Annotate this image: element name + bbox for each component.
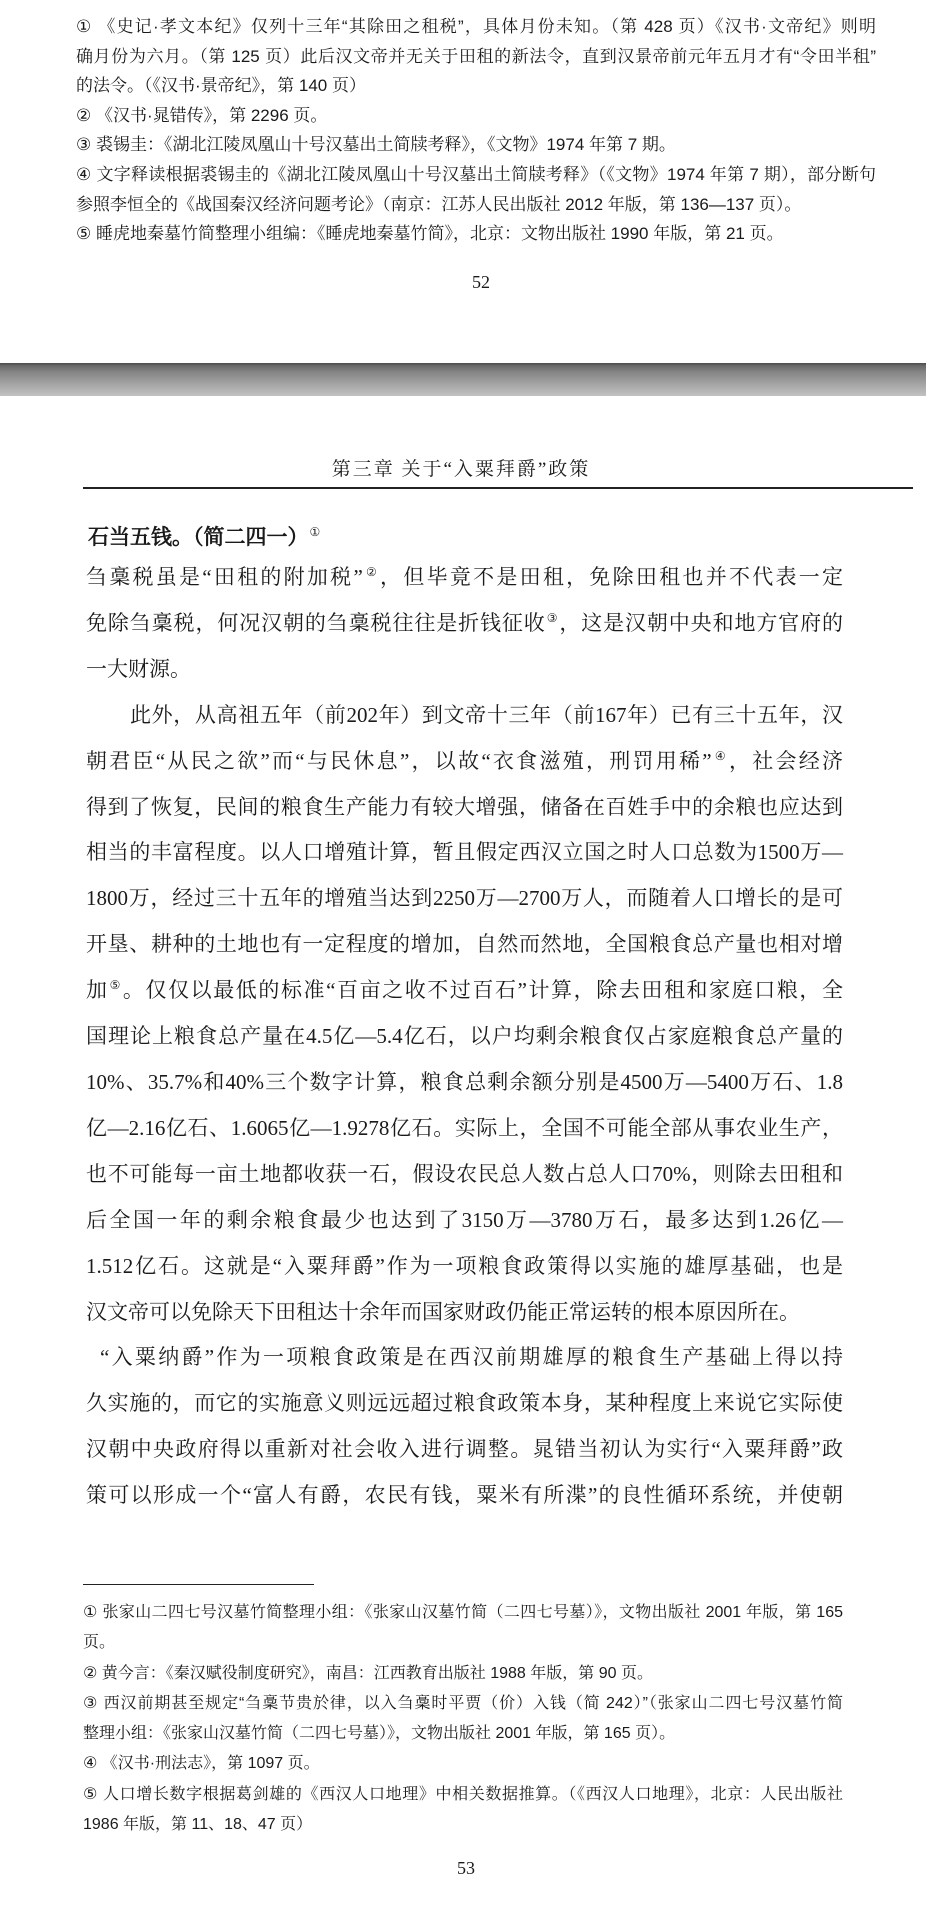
footnote-line: ⑤ 睡虎地秦墓竹简整理小组编：《睡虎地秦墓竹简》，北京：文物出版社 1990 年版，第 21 页。 — [76, 224, 784, 244]
body-line: 也不可能每一亩土地都收获一石，假设农民总人数占总人口70%，则除去田租和 — [86, 1161, 843, 1186]
footnote-rule — [83, 1584, 314, 1585]
body-line-text: ，但毕竟不是田租，免除田租也并不代表一定 — [380, 565, 843, 589]
body-line: 后全国一年的剩余粮食最少也达到了3150万—3780万石，最多达到1.26亿— — [86, 1207, 843, 1232]
footnote-ref: ② — [363, 565, 380, 580]
body-line-text: 加 — [86, 978, 109, 1003]
body-line: 10%、35.7%和40%三个数字计算，粮食总剩余额分别是4500万—5400万石、1.8 — [86, 1069, 843, 1094]
body-line — [86, 739, 843, 785]
body-line-text: 朝君臣“从民之欲”而“与民休息”，以故“衣食滋殖，刑罚用稀” — [86, 748, 712, 773]
body-line — [88, 522, 845, 552]
body-line: “入粟纳爵”作为一项粮食政策是在西汉前期雄厚的粮食生产基础上得以持 — [100, 1345, 843, 1370]
body-line: 此外，从高祖五年（前202年）到文帝十三年（前167年）已有三十五年，汉 — [130, 702, 843, 727]
body-line-text: 石当五钱。（简二四一） — [88, 525, 309, 549]
page-number: 52 — [472, 272, 490, 292]
footnote-line: 页。 — [83, 1634, 116, 1652]
body-line: 开垦、耕种的土地也有一定程度的增加，自然而然地，全国粮食总产量也相对增 — [86, 932, 843, 957]
body-line: 相当的丰富程度。以人口增殖计算，暂且假定西汉立国之时人口总数为1500万— — [86, 840, 843, 865]
footnote-line: 确月份为六月。（第 125 页）此后汉文帝并无关于田租的新法令，直到汉景帝前元年五月才有“令田半租” — [76, 46, 876, 66]
body-line: 得到了恢复，民间的粮食生产能力有较大增强，储备在百姓手中的余粮也应达到 — [86, 794, 843, 819]
page-52-footnotes — [76, 12, 876, 249]
footnote-line: 整理小组：《张家山汉墓竹简（二四七号墓）》，文物出版社 2001 年版，第 165 页）。 — [83, 1725, 676, 1743]
footnote-line: 参照李恒全的《战国秦汉经济问题考论》（南京：江苏人民出版社 2012 年版，第 136—137 页）。 — [76, 194, 802, 214]
footnote-line: ③ 西汉前期甚至规定“刍稾节贵於律，以入刍稾时平贾（价）入钱（简 242）”（张家山二四七号汉墓竹简 — [83, 1694, 843, 1712]
body-line — [86, 601, 843, 647]
body-line: 1800万，经过三十五年的增殖当达到2250万—2700万人，而随着人口增长的是可 — [86, 886, 843, 911]
body-line-text: ，社会经济 — [728, 748, 843, 773]
footnote-line: ① 张家山二四七号汉墓竹简整理小组：《张家山汉墓竹简（二四七号墓）》，文物出版社 2001 年版，第 165 — [83, 1604, 843, 1621]
footnote-ref: ⑤ — [109, 978, 122, 993]
footnote-ref: ④ — [712, 748, 728, 763]
running-head-rule — [83, 487, 913, 489]
page-53-footnotes — [83, 1598, 843, 1840]
footnote-line: ④ 《汉书·刑法志》，第 1097 页。 — [83, 1755, 320, 1773]
footnote-line: ④ 文字释读根据裘锡圭的《湖北江陵凤凰山十号汉墓出土简牍考释》（《文物》1974 年第 7 期），部分断句 — [76, 164, 876, 184]
footnote-line: ① 《史记·孝文本纪》仅列十三年“其除田之租税”，具体月份未知。（第 428 页）《汉书·文帝纪》则明 — [76, 17, 876, 36]
footnote-line: 的法令。（《汉书·景帝纪》，第 140 页） — [76, 76, 366, 96]
body-line-text: 刍稾税虽是“田租的附加税” — [86, 565, 363, 589]
body-line: 汉朝中央政府得以重新对社会收入进行调整。晁错当初认为实行“入粟拜爵”政 — [86, 1437, 843, 1462]
body-line-text: 。仅仅以最低的标准“百亩之收不过百石”计算，除去田租和家庭口粮，全 — [122, 978, 844, 1003]
page-number: 53 — [457, 1858, 475, 1878]
body-line: 国理论上粮食总产量在4.5亿—5.4亿石，以户均剩余粮食仅占家庭粮食总产量的 — [86, 1024, 843, 1049]
footnote-line: ⑤ 人口增长数字根据葛剑雄的《西汉人口地理》中相关数据推算。（《西汉人口地理》，北京：人民出版社 — [83, 1785, 843, 1803]
footnote-line: ② 黄今言：《秦汉赋役制度研究》，南昌：江西教育出版社 1988 年版，第 90 页。 — [83, 1664, 653, 1682]
page-separator-bar — [0, 363, 926, 396]
body-line: 一大财源。 — [86, 656, 191, 681]
body-line: 策可以形成一个“富人有爵，农民有钱，粟米有所渫”的良性循环系统，并使朝 — [86, 1483, 843, 1508]
running-head: 第三章 关于“入粟拜爵”政策 — [331, 459, 591, 480]
footnote-line: 1986 年版，第 11、18、47 页） — [83, 1816, 313, 1834]
body-text — [86, 555, 843, 1519]
body-line: 久实施的，而它的实施意义则远远超过粮食政策本身，某种程度上来说它实际使 — [86, 1391, 843, 1416]
body-line — [86, 968, 843, 1014]
footnote-ref: ① — [309, 525, 321, 540]
body-line-text: ，这是汉朝中央和地方官府的 — [559, 610, 844, 635]
footnote-ref: ③ — [546, 611, 559, 626]
body-line — [86, 555, 843, 601]
footnote-line: ② 《汉书·晁错传》，第 2296 页。 — [76, 105, 328, 125]
body-line-text: 免除刍稾税，何况汉朝的刍稾税往往是折钱征收 — [86, 610, 546, 635]
body-line: 汉文帝可以免除天下田租达十余年而国家财政仍能正常运转的根本原因所在。 — [86, 1299, 800, 1324]
body-line: 亿—2.16亿石、1.6065亿—1.9278亿石。实际上，全国不可能全部从事农业生产， — [86, 1115, 843, 1140]
body-line: 1.512亿石。这就是“入粟拜爵”作为一项粮食政策得以实施的雄厚基础，也是 — [86, 1253, 843, 1278]
footnote-line: ③ 裘锡圭：《湖北江陵凤凰山十号汉墓出土简牍考释》，《文物》1974 年第 7 期。 — [76, 135, 676, 155]
